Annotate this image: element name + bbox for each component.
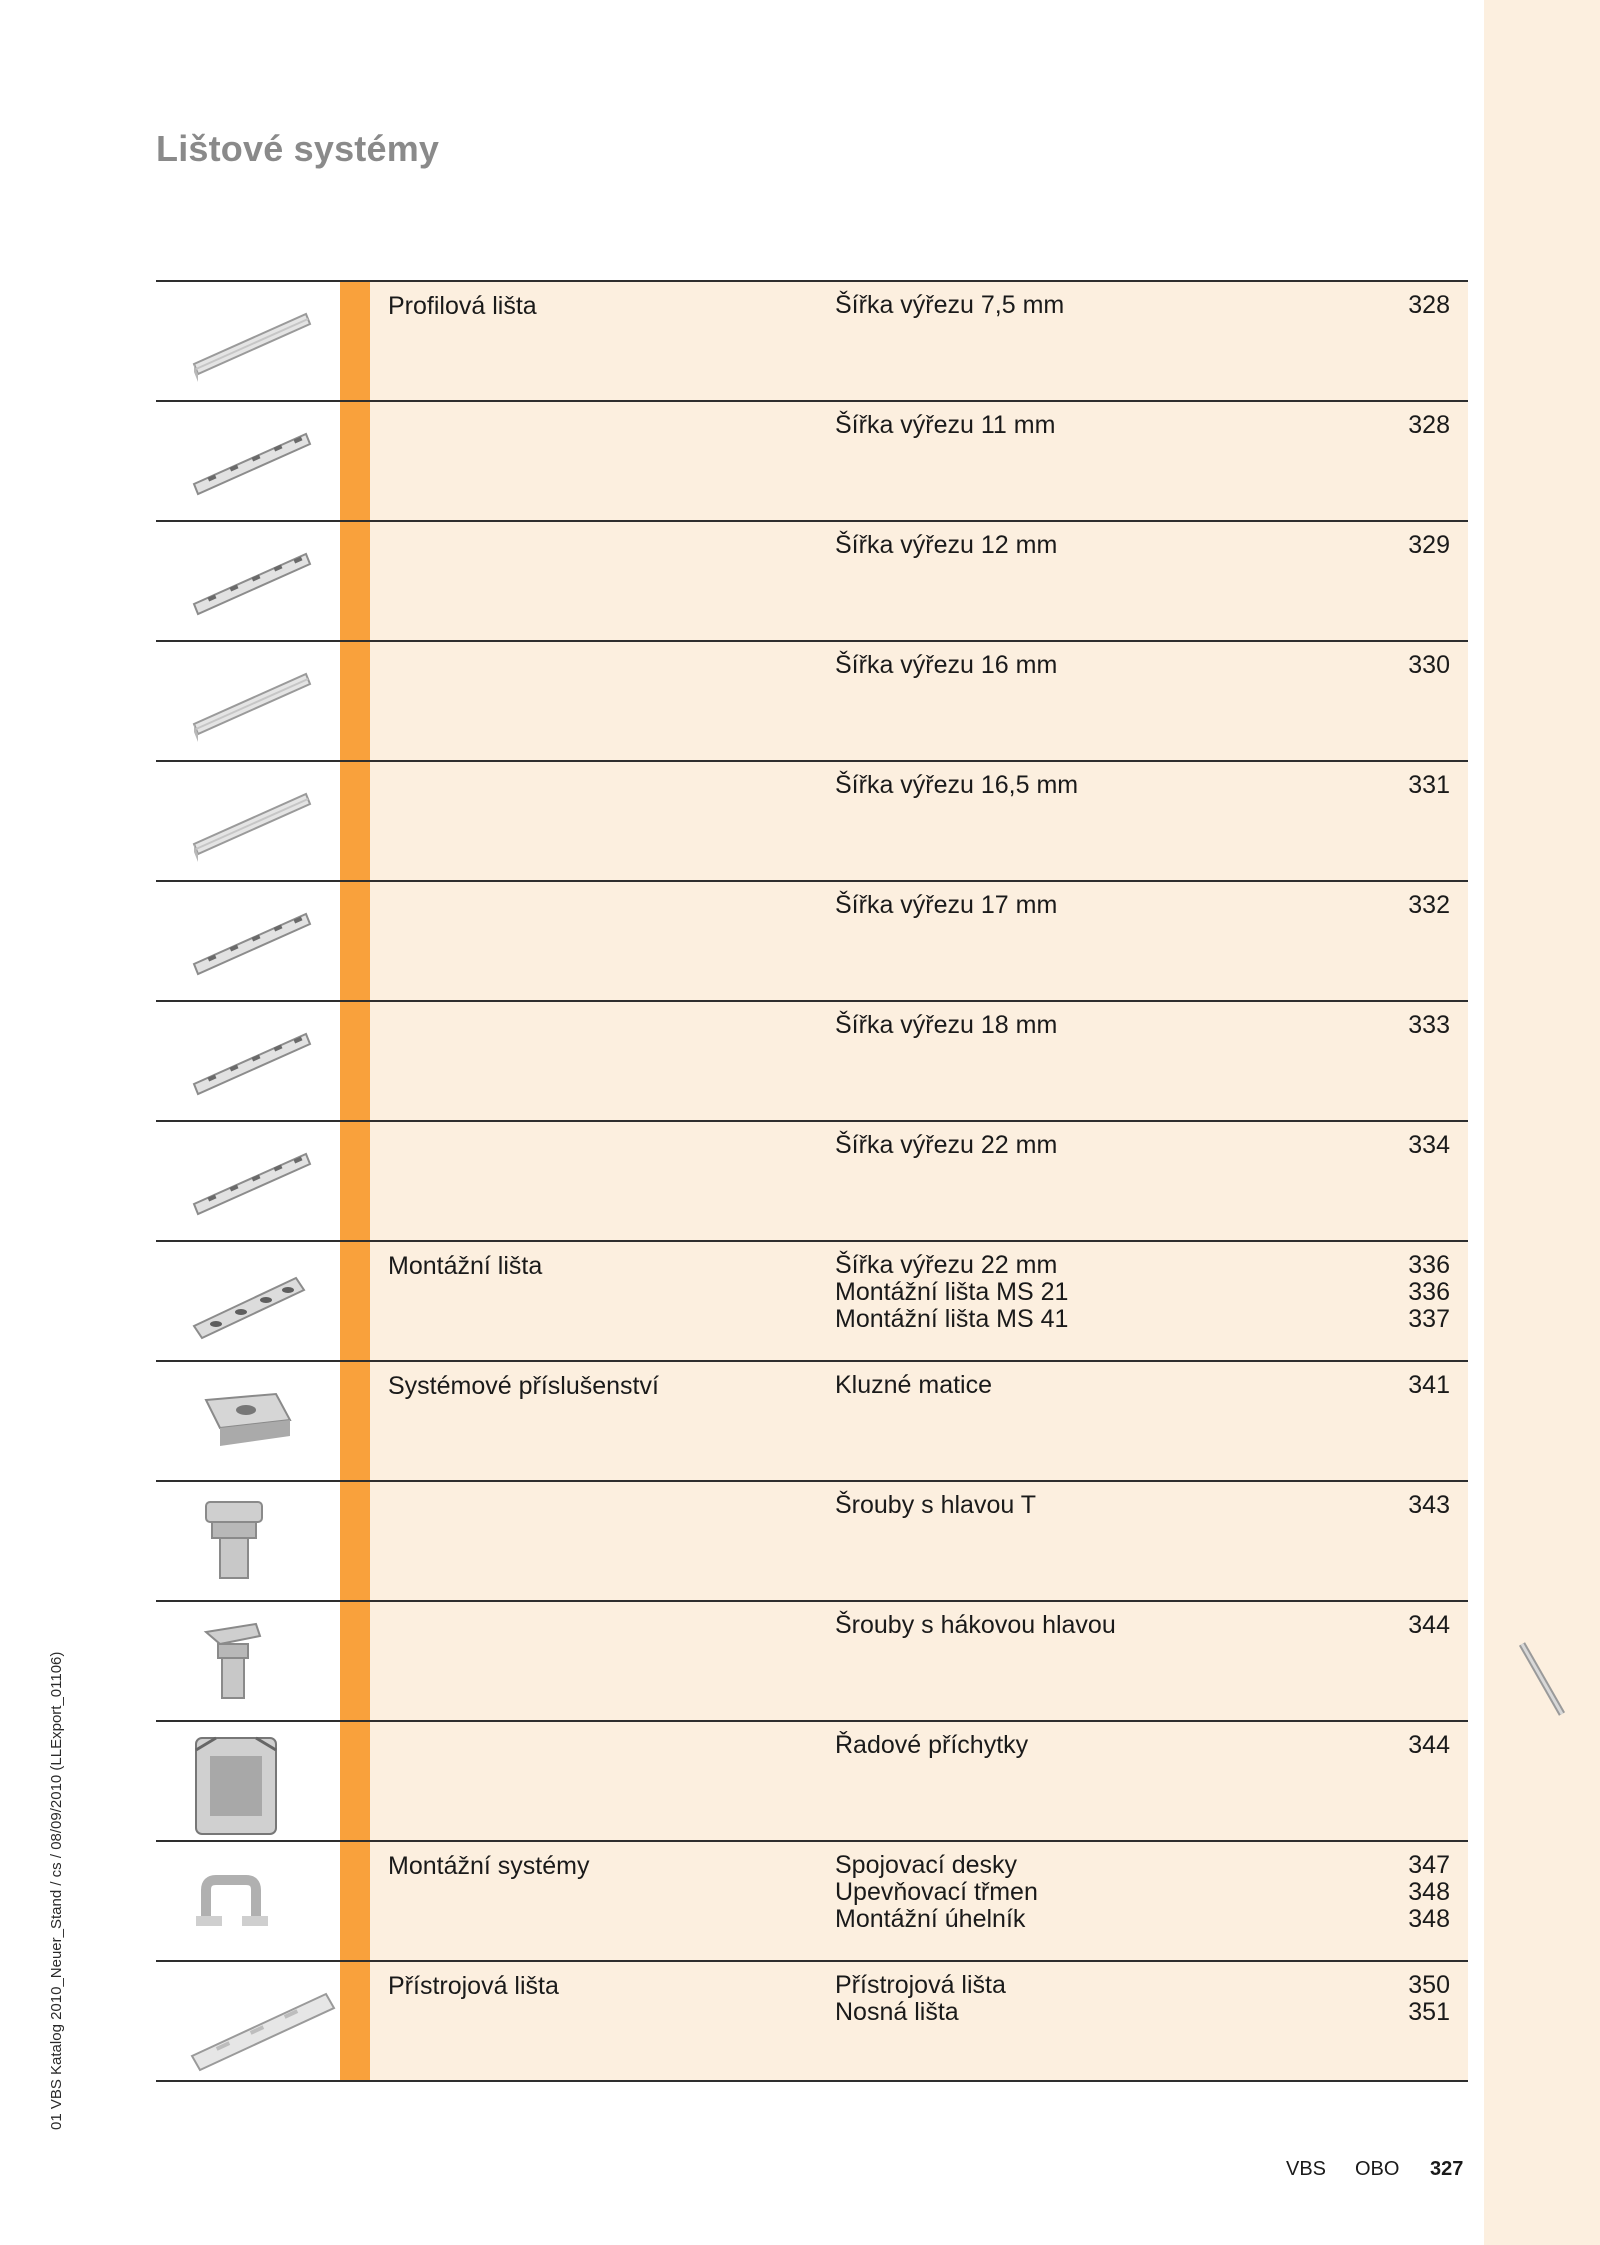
orange-marker [340, 281, 370, 401]
category-cell [370, 281, 817, 401]
table-row [156, 1601, 1468, 1721]
product-image-cell [156, 761, 340, 881]
item-cell [817, 1121, 1339, 1241]
table-row [156, 401, 1468, 521]
product-image-cell [156, 1001, 340, 1121]
orange-marker [340, 401, 370, 521]
product-image-cell [156, 881, 340, 1001]
bracket-icon [186, 1850, 336, 1956]
category-label [370, 1602, 817, 1612]
orange-marker [340, 1721, 370, 1841]
side-print-info: 01 VBS Katalog 2010_Neuer_Stand / cs / 08/09/2010 (LLExport_01106) [48, 1651, 65, 2130]
category-label [370, 1722, 817, 1732]
item-cell [817, 1721, 1339, 1841]
right-margin-band [1484, 0, 1600, 2245]
category-label [370, 402, 817, 412]
perforated-channel-rail-icon [186, 410, 336, 516]
page-ref-cell [1339, 1961, 1468, 2081]
table-row [156, 881, 1468, 1001]
item-label: Šrouby s hákovou hlavou [835, 1611, 1116, 1639]
footer-brand-vbs: VBS [1286, 2158, 1327, 2180]
item-cell [817, 881, 1339, 1001]
orange-marker [340, 1001, 370, 1121]
category-label [370, 1002, 817, 1012]
page-title: Lištové systémy [156, 128, 440, 169]
category-cell [370, 1481, 817, 1601]
hook-head-bolt-icon [186, 1610, 336, 1716]
table-row [156, 1241, 1468, 1361]
item-label: Upevňovací třmen [835, 1878, 1038, 1906]
page-reference: 331 [1408, 771, 1450, 799]
category-label: Montážní systémy [388, 1852, 590, 1880]
slotted-channel-rail-icon [186, 770, 336, 876]
product-image-cell [156, 1361, 340, 1481]
page-ref-cell [1339, 1481, 1468, 1601]
orange-marker [340, 881, 370, 1001]
rail-thumbnail-icon [1518, 1640, 1568, 1720]
category-cell [370, 761, 817, 881]
category-cell [370, 1121, 817, 1241]
page-reference: 347 [1408, 1851, 1450, 1879]
orange-marker [340, 761, 370, 881]
category-cell [370, 1001, 817, 1121]
category-cell [370, 401, 817, 521]
table-row [156, 641, 1468, 761]
category-label [370, 882, 817, 892]
product-image-cell [156, 1841, 340, 1961]
page-reference: 330 [1408, 651, 1450, 679]
page-reference: 348 [1408, 1905, 1450, 1933]
product-image-cell [156, 1241, 340, 1361]
page-ref-cell [1339, 1361, 1468, 1481]
category-cell [370, 1241, 817, 1361]
item-label: Montážní lišta MS 41 [835, 1305, 1069, 1333]
item-label: Spojovací desky [835, 1851, 1018, 1879]
item-label: Montážní úhelník [835, 1905, 1026, 1933]
page-reference: 328 [1408, 291, 1450, 319]
page-ref-cell [1339, 521, 1468, 641]
page-ref-cell [1339, 881, 1468, 1001]
category-label [370, 1122, 817, 1132]
page-reference: 333 [1408, 1011, 1450, 1039]
orange-marker [340, 1961, 370, 2081]
item-cell [817, 1481, 1339, 1601]
page-reference: 328 [1408, 411, 1450, 439]
product-image-cell [156, 1121, 340, 1241]
item-label: Šrouby s hlavou T [835, 1491, 1037, 1519]
item-cell [817, 1961, 1339, 2081]
table-row [156, 1841, 1468, 1961]
mounting-rail-icon [186, 1250, 336, 1356]
page-reference: 337 [1408, 1305, 1450, 1333]
page-ref-cell [1339, 641, 1468, 761]
row-clip-icon [186, 1730, 336, 1836]
table-row [156, 521, 1468, 641]
category-label: Systémové příslušenství [388, 1372, 659, 1400]
item-label: Nosná lišta [835, 1998, 959, 2026]
orange-marker [340, 1121, 370, 1241]
category-label [370, 762, 817, 772]
perforated-channel-rail-icon [186, 890, 336, 996]
category-label [370, 1482, 817, 1492]
page-reference: 334 [1408, 1131, 1450, 1159]
page-ref-cell [1339, 1121, 1468, 1241]
page-ref-cell [1339, 1721, 1468, 1841]
orange-marker [340, 641, 370, 761]
category-cell [370, 641, 817, 761]
orange-marker [340, 1481, 370, 1601]
item-cell [817, 521, 1339, 641]
page-ref-cell [1339, 1241, 1468, 1361]
item-label: Šířka výřezu 16 mm [835, 651, 1058, 679]
footer-brand-obo: OBO [1355, 2158, 1400, 2180]
perforated-channel-rail-icon [186, 530, 336, 636]
orange-marker [340, 521, 370, 641]
item-cell [817, 1841, 1339, 1961]
perforated-channel-rail-icon [186, 1130, 336, 1236]
category-cell [370, 1721, 817, 1841]
product-image-cell [156, 1961, 340, 2081]
category-cell [370, 1361, 817, 1481]
category-label: Montážní lišta [388, 1252, 543, 1280]
page-reference: 329 [1408, 531, 1450, 559]
orange-marker [340, 1601, 370, 1721]
slotted-channel-rail-icon [186, 290, 336, 396]
table-row [156, 1961, 1468, 2081]
item-cell [817, 1361, 1339, 1481]
category-label [370, 522, 817, 532]
product-image-cell [156, 1601, 340, 1721]
product-image-cell [156, 521, 340, 641]
page-reference: 343 [1408, 1491, 1450, 1519]
slotted-channel-rail-icon [186, 650, 336, 756]
page-ref-cell [1339, 281, 1468, 401]
page-number: 327 [1430, 2158, 1464, 2180]
table-of-contents [156, 280, 1468, 2082]
item-label: Montážní lišta MS 21 [835, 1278, 1069, 1306]
item-cell [817, 281, 1339, 401]
page-reference: 348 [1408, 1878, 1450, 1906]
product-image-cell [156, 401, 340, 521]
page-reference: 344 [1408, 1611, 1450, 1639]
category-cell [370, 1601, 817, 1721]
page-reference: 336 [1408, 1251, 1450, 1279]
product-image-cell [156, 641, 340, 761]
page-ref-cell [1339, 1841, 1468, 1961]
item-label: Kluzné matice [835, 1371, 993, 1399]
product-image-cell [156, 1721, 340, 1841]
category-cell [370, 1961, 817, 2081]
page-reference: 332 [1408, 891, 1450, 919]
table-row [156, 761, 1468, 881]
item-label: Šířka výřezu 11 mm [835, 411, 1056, 439]
item-cell [817, 1241, 1339, 1361]
category-label [370, 642, 817, 652]
page-reference: 336 [1408, 1278, 1450, 1306]
item-label: Šířka výřezu 22 mm [835, 1131, 1058, 1159]
item-label: Řadové příchytky [835, 1731, 1029, 1759]
category-cell [370, 881, 817, 1001]
item-label: Šířka výřezu 12 mm [835, 531, 1058, 559]
orange-marker [340, 1841, 370, 1961]
page-reference: 344 [1408, 1731, 1450, 1759]
category-label: Profilová lišta [388, 292, 537, 320]
table-row [156, 1001, 1468, 1121]
item-cell [817, 1001, 1339, 1121]
t-head-bolt-icon [186, 1490, 336, 1596]
table-row [156, 1721, 1468, 1841]
table-row [156, 1121, 1468, 1241]
page-ref-cell [1339, 761, 1468, 881]
page-ref-cell [1339, 1001, 1468, 1121]
item-cell [817, 1601, 1339, 1721]
item-label: Šířka výřezu 22 mm [835, 1251, 1058, 1279]
page-reference: 341 [1408, 1371, 1450, 1399]
page-ref-cell [1339, 1601, 1468, 1721]
orange-marker [340, 1361, 370, 1481]
category-label: Přístrojová lišta [388, 1972, 559, 2000]
item-cell [817, 641, 1339, 761]
item-label: Šířka výřezu 18 mm [835, 1011, 1058, 1039]
category-cell [370, 1841, 817, 1961]
item-label: Šířka výřezu 16,5 mm [835, 771, 1079, 799]
perforated-channel-rail-icon [186, 1010, 336, 1116]
item-label: Šířka výřezu 17 mm [835, 891, 1058, 919]
sliding-nut-icon [186, 1370, 336, 1476]
table-row [156, 281, 1468, 401]
item-label: Přístrojová lišta [835, 1971, 1006, 1999]
page-reference: 350 [1408, 1971, 1450, 1999]
product-image-cell [156, 281, 340, 401]
orange-marker [340, 1241, 370, 1361]
page-reference: 351 [1408, 1998, 1450, 2026]
page-ref-cell [1339, 401, 1468, 521]
category-cell [370, 521, 817, 641]
din-rail-icon [186, 1970, 336, 2076]
item-label: Šířka výřezu 7,5 mm [835, 291, 1065, 319]
item-cell [817, 401, 1339, 521]
table-row [156, 1481, 1468, 1601]
item-cell [817, 761, 1339, 881]
product-image-cell [156, 1481, 340, 1601]
table-row [156, 1361, 1468, 1481]
